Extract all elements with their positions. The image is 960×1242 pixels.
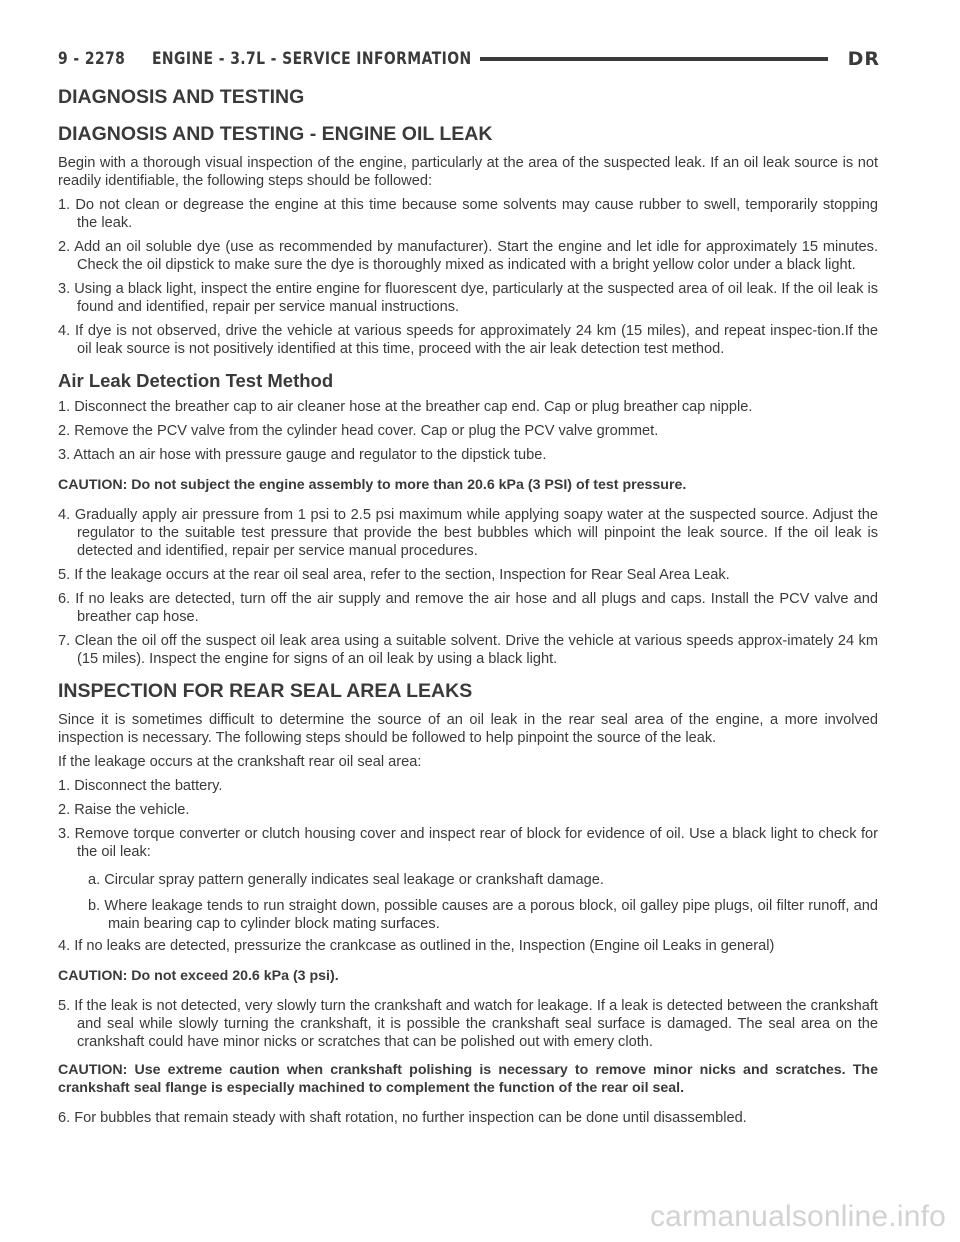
caution-note: CAUTION: Use extreme caution when crankshaft polishing is necessary to remove minor nicks and scratches. The crankshaft seal flange is especially machined to complement the function of the rear oil seal. (58, 1062, 878, 1096)
caution-note: CAUTION: Do not subject the engine assembly to more than 20.6 kPa (3 PSI) of test pressure. (58, 477, 687, 493)
air-leak-step: 2. Remove the PCV valve from the cylinder head cover. Cap or plug the PCV valve grommet. (58, 423, 659, 439)
rear-seal-condition: If the leakage occurs at the crankshaft rear oil seal area: (58, 754, 422, 770)
oil-leak-intro: Begin with a thorough visual inspection of the engine, particularly at the area of the suspected leak. If an oil leak source is not readily identifiable, the following steps should be followed: (58, 155, 878, 189)
oil-leak-step: 2. Add an oil soluble dye (use as recommended by manufacturer). Start the engine and let idle for approximately 15 minutes. Check the oil dipstick to make sure the dye is thoroughly mixed as indicated with a bright yellow color under a black light. (58, 239, 878, 273)
page-content (58, 86, 878, 1127)
rear-seal-substep: a. Circular spray pattern generally indicates seal leakage or crankshaft damage. (88, 872, 604, 888)
page-number: 9 - 2278 (58, 49, 126, 69)
heading-diagnosis-testing: DIAGNOSIS AND TESTING (58, 86, 305, 108)
rear-seal-step: 6. For bubbles that remain steady with shaft rotation, no further inspection can be done until disassembled. (58, 1110, 747, 1126)
rear-seal-intro: Since it is sometimes difficult to determine the source of an oil leak in the rear seal area of the engine, a more involved inspection is necessary. The following steps should be followed to help pinpoint the source of the leak. (58, 712, 878, 746)
heading-rear-seal-leaks: INSPECTION FOR REAR SEAL AREA LEAKS (58, 680, 473, 702)
rear-seal-step: 3. Remove torque converter or clutch housing cover and inspect rear of block for evidence of oil. Use a black light to check for the oil leak: (58, 826, 878, 860)
air-leak-step: 1. Disconnect the breather cap to air cleaner hose at the breather cap end. Cap or plug breather cap nipple. (58, 399, 753, 415)
rear-seal-step: 5. If the leak is not detected, very slowly turn the crankshaft and watch for leakage. If a leak is detected between the crankshaft and seal while slowly turning the crankshaft, it is possible the crankshaft seal surface is damaged. The seal area on the crankshaft could have minor nicks or scratches that can be polished out with emery cloth. (58, 998, 878, 1050)
model-code: DR (847, 48, 880, 70)
rear-seal-step: 4. If no leaks are detected, pressurize the crankcase as outlined in the, Inspection (Engine oil Leaks in general) (58, 938, 775, 954)
rear-seal-step: 2. Raise the vehicle. (58, 802, 190, 818)
air-leak-step: 7. Clean the oil off the suspect oil leak area using a suitable solvent. Drive the vehicle at various speeds approx-imately 24 km (15 miles). Inspect the engine for signs of an oil leak by using a black light. (58, 633, 878, 667)
header-rule (480, 57, 828, 61)
heading-air-leak-test: Air Leak Detection Test Method (58, 370, 334, 391)
air-leak-step: 3. Attach an air hose with pressure gauge and regulator to the dipstick tube. (58, 447, 547, 463)
air-leak-step: 6. If no leaks are detected, turn off the air supply and remove the air hose and all plugs and caps. Install the PCV valve and breather cap hose. (58, 591, 878, 625)
rear-seal-step: 1. Disconnect the battery. (58, 778, 223, 794)
page-header (58, 42, 880, 76)
oil-leak-step: 3. Using a black light, inspect the entire engine for fluorescent dye, particularly at the suspected area of oil leak. If the oil leak is found and identified, repair per service manual instructions. (58, 281, 878, 315)
rear-seal-substep: b. Where leakage tends to run straight down, possible causes are a porous block, oil galley pipe plugs, oil filter runoff, and main bearing cap to cylinder block mating surfaces. (88, 898, 878, 932)
air-leak-step: 4. Gradually apply air pressure from 1 psi to 2.5 psi maximum while applying soapy water at the suspected source. Adjust the regulator to the suitable test pressure that provide the best bubbles which will pinpoint the leak source. If the oil leak is detected and identified, repair per service manual procedures. (58, 507, 878, 559)
oil-leak-step: 4. If dye is not observed, drive the vehicle at various speeds for approximately 24 km (15 miles), and repeat inspec-tion.If the oil leak source is not positively identified at this time, proceed with the air leak detection test method. (58, 323, 878, 357)
heading-engine-oil-leak: DIAGNOSIS AND TESTING - ENGINE OIL LEAK (58, 123, 493, 145)
air-leak-step: 5. If the leakage occurs at the rear oil seal area, refer to the section, Inspection for Rear Seal Area Leak. (58, 567, 730, 583)
site-watermark: carmanualsonline.info (649, 1200, 946, 1233)
oil-leak-step: 1. Do not clean or degrease the engine at this time because some solvents may cause rubber to swell, temporarily stopping the leak. (58, 197, 878, 231)
section-title: ENGINE - 3.7L - SERVICE INFORMATION (152, 49, 472, 69)
caution-note: CAUTION: Do not exceed 20.6 kPa (3 psi). (58, 968, 339, 984)
